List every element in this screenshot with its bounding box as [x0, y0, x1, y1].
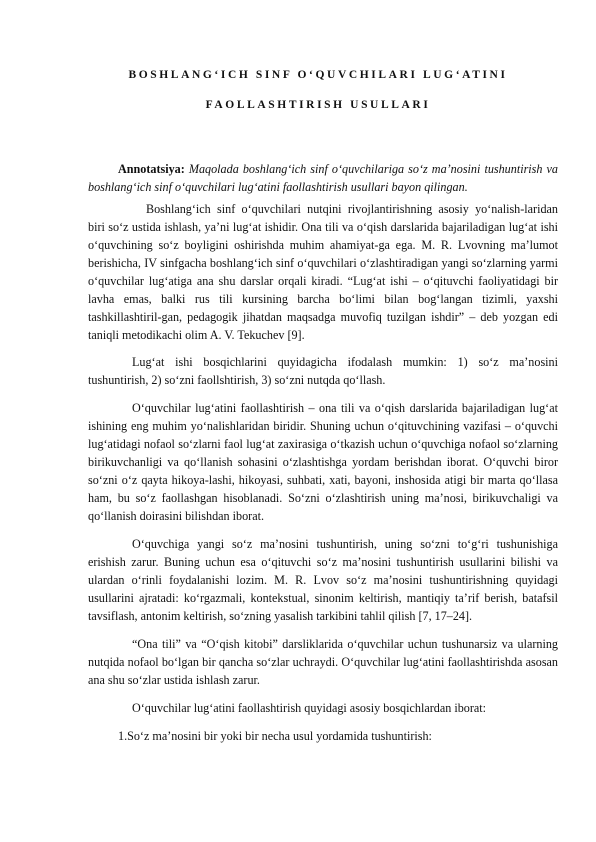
abstract-text: Maqolada boshlang‘ich sinf o‘quvchilariga so‘z ma’nosini tushuntirish va boshlang‘ich sinf o‘quvchilari lug‘atini faollashtirish usullari bayon qilingan. [88, 162, 558, 194]
paragraph-steps-intro: O‘quvchilar lug‘atini faollashtirish quyidagi asosiy bosqichlardan iborat: [132, 701, 487, 715]
title-line-1: BOSHLANG‘ICH SINF O‘QUVCHILARI LUG‘ATINI [128, 69, 508, 81]
paragraph-meaning: O‘quvchiga yangi so‘z ma’nosini tushuntirish, uning so‘zni to‘g‘ri tushunishiga erishish zarur. Buning uchun esa o‘qituvchi so‘z ma’nosini tushuntirish usullarini bilishi va ulardan o‘rinli foydalanishi lozim. M. R. Lvov so‘z ma’nosini tushuntirishning quyidagi usullarini ajratadi: ko‘rgazmali, kontekstual, sinonim keltirish, mantiqiy ta’rif berish, batafsil tavsiflash, antonim keltirish, so‘zning yasalish tarkibini tahlil qilish [7, 17–24]. [88, 537, 558, 623]
abstract [88, 160, 558, 196]
paragraph-stages: Lug‘at ishi bosqichlarini quyidagicha ifodalash mumkin: 1) so‘z ma’nosini tushuntirish, 2) so‘zni faollshtirish, 3) so‘zni nutqda qo‘llash. [88, 355, 558, 387]
abstract-label: Annotatsiya: [118, 162, 185, 176]
paragraph-activation: O‘quvchilar lug‘atini faollashtirish – ona tili va o‘qish darslarida bajariladigan lug‘at ishining eng muhim yo‘nalishlaridan biridir. Shuning uchun o‘qituvchining vazifasi – o‘quvchi lug‘atidagi nofaol so‘zlarni faol lug‘at zaxirasiga o‘tkazish uchun o‘quvchiga nofaol so‘zlarning birikuvchanligi va qo‘llanish sohasini o‘zlashtishga yordam berishdan iborat. O‘quvchi biror so‘zni o‘z qayta hikoya-lashi, hikoyasi, suhbati, xati, bayoni, inshosida atigi bir marta qo‘llasa ham, bu so‘z faollashgan hisoblanadi. So‘zni o‘zlashtirish uning ma’nosi, birikuvchaligi va qo‘llanish doirasini bilishdan iborat. [88, 401, 558, 523]
title-line-2: FAOLLASHTIRISH USULLARI [205, 99, 431, 111]
list-item-1: 1.So‘z ma’nosini bir yoki bir necha usul yordamida tushuntirish: [118, 729, 432, 743]
article-body [88, 160, 558, 755]
paragraph-intro: Boshlang‘ich sinf o‘quvchilari nutqini rivojlantirishning asosiy yo‘nalish-laridan biri so‘z ustida ishlash, ya’ni lug‘at ishidir. Ona tili va o‘qish darslarida bajariladigan lug‘at ishi o‘quvchining so‘z boyligini oshirishda muhim ahamiyat-ga ega. M. R. Lvovning ma’lumot berishicha, IV sinfgacha boshlang‘ich sinf o‘quvchilari o‘zlashtiradigan yangi so‘zlarning yarmi o‘quvchilar lug‘atiga ana shu darslar orqali kiradi. “Lug‘at ishi – o‘qituvchi faoliyatidagi bir lavha emas, balki rus tili kursining barcha bo‘limi bilan bog‘langan tizimli, yaxshi tashkillashtiril-gan, pedagogik jihatdan maqsadga muvofiq tuzilgan ishdir” – deb yozgan edi taniqli metodikachi olim A. V. Tekuchev [9]. [88, 202, 558, 342]
paragraph-textbooks: “Ona tili” va “O‘qish kitobi” darsliklarida o‘quvchilar uchun tushunarsiz va ularning nutqida nofaol bo‘lgan bir qancha so‘zlar uchraydi. O‘quvchilar lug‘atini faollashtirishda asosan ana shu so‘zlar ustida ishlash zarur. [88, 637, 558, 687]
